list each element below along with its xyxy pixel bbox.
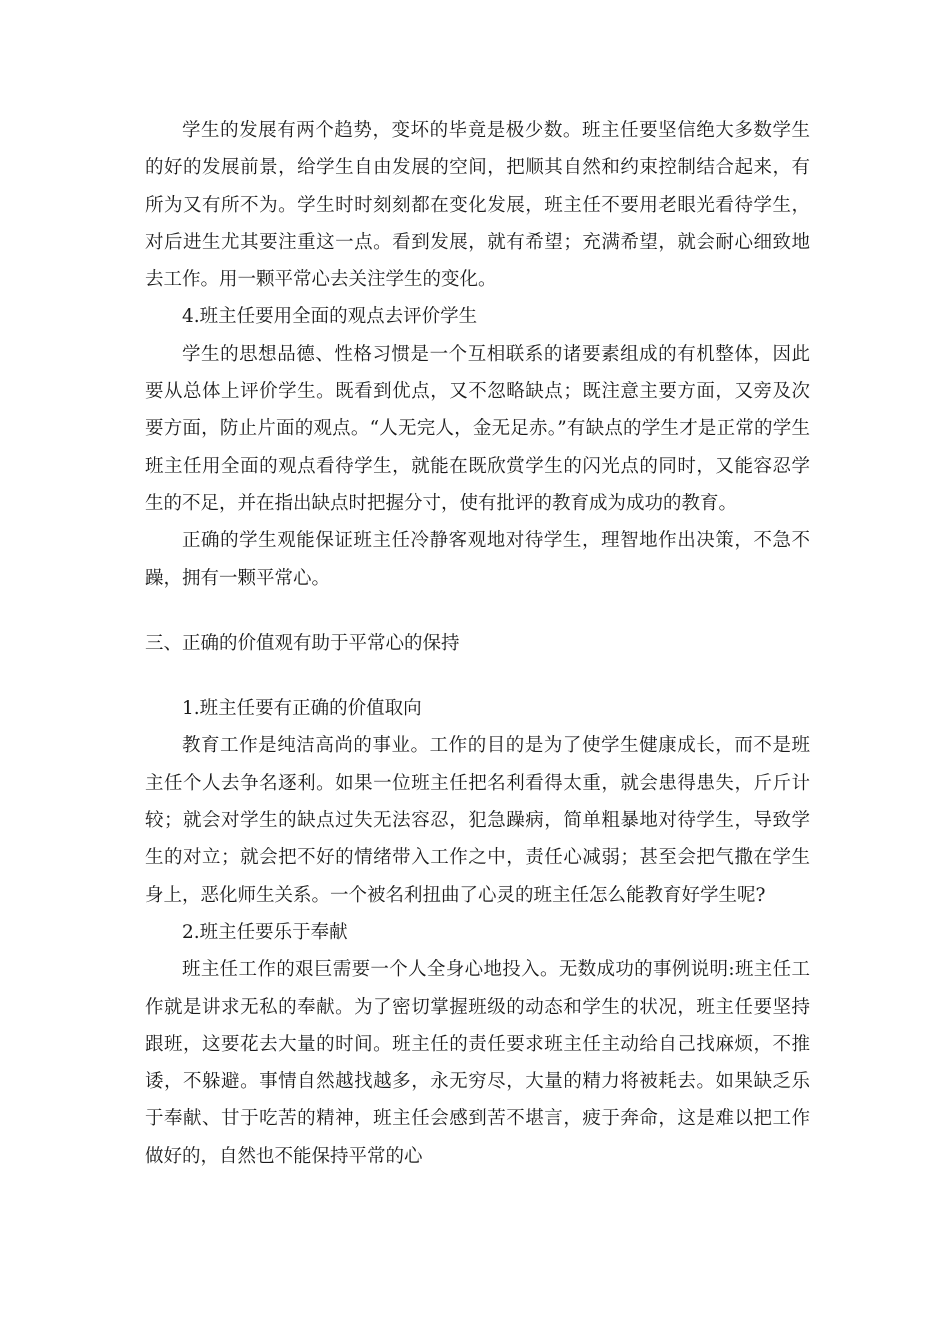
paragraph-overall-evaluation: 学生的思想品德、性格习惯是一个互相联系的诸要素组成的有机整体，因此要从总体上评价学生。既看到优点，又不忽略缺点；既注意主要方面，又旁及次要方面，防止片面的观点。“人无完人，金无足赤。”有缺点的学生才是正常的学生班主任用全面的观点看待学生，就能在既欣赏学生的闪光点的同时，又能容忍学生的不足，并在指出缺点时把握分寸，使有批评的教育成为成功的教育。 bbox=[145, 343, 810, 514]
document-page bbox=[145, 112, 810, 1175]
paragraph-correct-student-view: 正确的学生观能保证班主任冷静客观地对待学生，理智地作出决策，不急不躁，拥有一颗平常心。 bbox=[145, 530, 810, 589]
paragraph-dedication: 班主任工作的艰巨需要一个人全身心地投入。无数成功的事例说明:班主任工作就是讲求无私的奉献。为了密切掌握班级的动态和学生的状况，班主任要坚持跟班，这要花去大量的时间。班主任的责任要求班主任主动给自己找麻烦，不推诿，不躲避。事情自然越找越多，永无穷尽，大量的精力将被耗去。如果缺乏乐于奉献、甘于吃苦的精神，班主任会感到苦不堪言，疲于奔命，这是难以把工作做好的，自然也不能保持平常的心 bbox=[145, 959, 810, 1167]
subheading-value-orientation: 1.班主任要有正确的价值取向 bbox=[182, 698, 422, 720]
paragraph-student-development: 学生的发展有两个趋势，变坏的毕竟是极少数。班主任要坚信绝大多数学生的好的发展前景，给学生自由发展的空间，把顺其自然和约束控制结合起来，有所为又有所不为。学生时时刻刻都在变化发展，班主任不要用老眼光看待学生，对后进生尤其要注重这一点。看到发展，就有希望；充满希望，就会耐心细致地去工作。用一颗平常心去关注学生的变化。 bbox=[145, 120, 810, 291]
section-heading-values: 三、正确的价值观有助于平常心的保持 bbox=[145, 632, 460, 654]
subheading-dedication: 2.班主任要乐于奉献 bbox=[182, 921, 348, 943]
paragraph-education-noble-cause: 教育工作是纯洁高尚的事业。工作的目的是为了使学生健康成长，而不是班主任个人去争名逐利。如果一位班主任把名利看得太重，就会患得患失，斤斤计较；就会对学生的缺点过失无法容忍，犯急躁病，简单粗暴地对待学生，导致学生的对立；就会把不好的情绪带入工作之中，责任心减弱；甚至会把气撒在学生身上，恶化师生关系。一个被名利扭曲了心灵的班主任怎么能教育好学生呢? bbox=[145, 735, 810, 906]
subheading-comprehensive-evaluation: 4.班主任要用全面的观点去评价学生 bbox=[182, 306, 478, 328]
